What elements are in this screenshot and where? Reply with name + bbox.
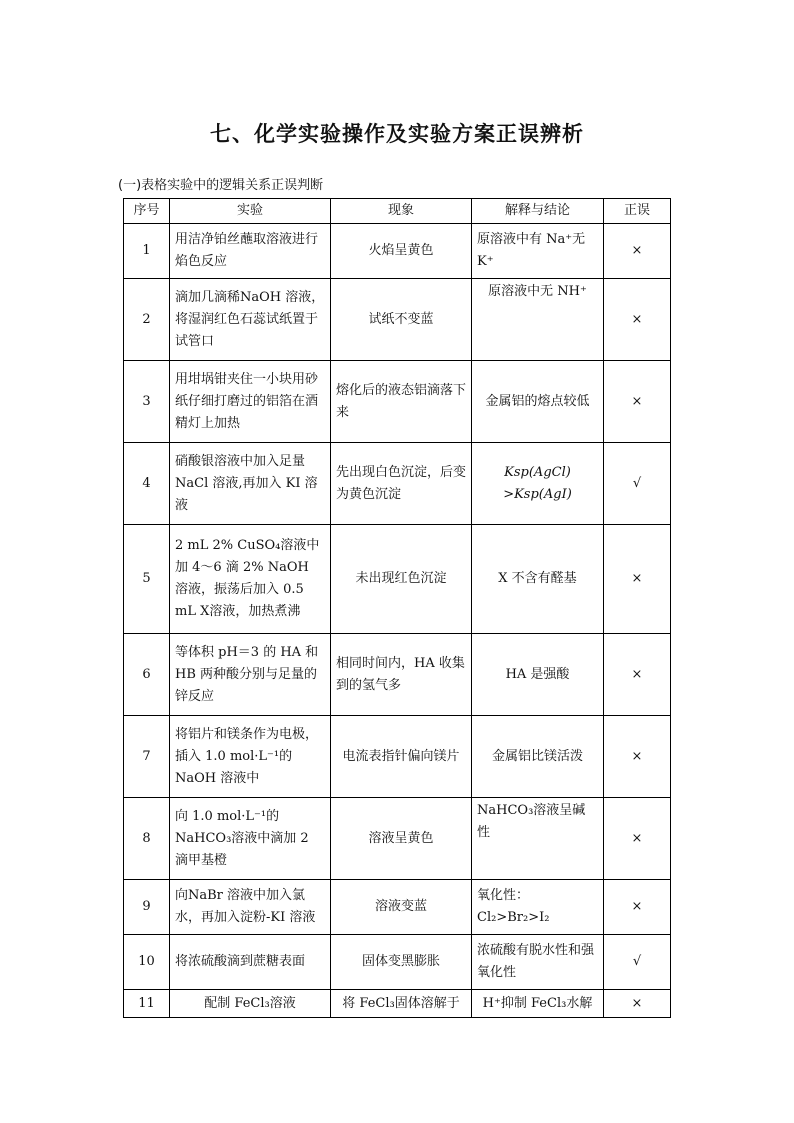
table-row xyxy=(124,224,671,279)
row-phenomenon: 将 FeCl₃固体溶解于 xyxy=(331,990,472,1018)
row-conclusion: H⁺抑制 FeCl₃水解 xyxy=(472,990,604,1018)
row-phenomenon: 试纸不变蓝 xyxy=(331,279,472,361)
row-conclusion: NaHCO₃溶液呈碱性 xyxy=(472,798,604,880)
row-no: 3 xyxy=(124,361,170,443)
table-row xyxy=(124,990,671,1018)
header-phenomenon: 现象 xyxy=(331,199,472,224)
table-row xyxy=(124,634,671,716)
row-experiment: 将铝片和镁条作为电极，插入 1.0 mol·L⁻¹的NaOH 溶液中 xyxy=(170,716,331,798)
row-conclusion: 金属铝的熔点较低 xyxy=(472,361,604,443)
row-phenomenon: 火焰呈黄色 xyxy=(331,224,472,279)
header-conclusion: 解释与结论 xyxy=(472,199,604,224)
row-experiment: 将浓硫酸滴到蔗糖表面 xyxy=(170,935,331,990)
table-row xyxy=(124,361,671,443)
row-experiment: 滴加几滴稀NaOH 溶液，将湿润红色石蕊试纸置于试管口 xyxy=(170,279,331,361)
row-phenomenon: 溶液变蓝 xyxy=(331,880,472,935)
table-row xyxy=(124,716,671,798)
row-conclusion: X 不含有醛基 xyxy=(472,525,604,634)
row-judgment: × xyxy=(604,716,671,798)
header-experiment: 实验 xyxy=(170,199,331,224)
row-no: 10 xyxy=(124,935,170,990)
row-conclusion: 原溶液中有 Na⁺无 K⁺ xyxy=(472,224,604,279)
row-conclusion: 原溶液中无 NH⁺ xyxy=(472,279,604,361)
row-experiment: 用洁净铂丝蘸取溶液进行焰色反应 xyxy=(170,224,331,279)
judgment-table xyxy=(123,198,671,1018)
row-experiment: 向NaBr 溶液中加入氯水，再加入淀粉-KI 溶液 xyxy=(170,880,331,935)
row-experiment: 等体积 pH＝3 的 HA 和 HB 两种酸分别与足量的锌反应 xyxy=(170,634,331,716)
row-no: 9 xyxy=(124,880,170,935)
row-conclusion: Ksp(AgCl) >Ksp(AgI) xyxy=(472,443,604,525)
header-no: 序号 xyxy=(124,199,170,224)
row-conclusion: HA 是强酸 xyxy=(472,634,604,716)
table-row xyxy=(124,935,671,990)
row-no: 11 xyxy=(124,990,170,1018)
row-phenomenon: 未出现红色沉淀 xyxy=(331,525,472,634)
row-phenomenon: 溶液呈黄色 xyxy=(331,798,472,880)
row-experiment: 用坩埚钳夹住一小块用砂纸仔细打磨过的铝箔在酒精灯上加热 xyxy=(170,361,331,443)
table-row xyxy=(124,443,671,525)
row-conclusion: 氧化性：Cl₂>Br₂>I₂ xyxy=(472,880,604,935)
row-no: 2 xyxy=(124,279,170,361)
table-row xyxy=(124,798,671,880)
section-label: (一)表格实验中的逻辑关系正误判断 xyxy=(118,178,324,193)
table-header-row xyxy=(124,199,671,224)
row-no: 5 xyxy=(124,525,170,634)
row-phenomenon: 固体变黑膨胀 xyxy=(331,935,472,990)
row-no: 1 xyxy=(124,224,170,279)
row-phenomenon: 先出现白色沉淀，后变为黄色沉淀 xyxy=(331,443,472,525)
row-no: 8 xyxy=(124,798,170,880)
row-phenomenon: 熔化后的液态铝滴落下来 xyxy=(331,361,472,443)
row-experiment: 2 mL 2% CuSO₄溶液中加 4～6 滴 2% NaOH 溶液，振荡后加入 0.5 mL X溶液，加热煮沸 xyxy=(170,525,331,634)
row-judgment: × xyxy=(604,525,671,634)
table-row xyxy=(124,525,671,634)
row-experiment: 向 1.0 mol·L⁻¹的NaHCO₃溶液中滴加 2 滴甲基橙 xyxy=(170,798,331,880)
row-conclusion: 金属铝比镁活泼 xyxy=(472,716,604,798)
row-judgment: × xyxy=(604,279,671,361)
table-row xyxy=(124,880,671,935)
row-no: 4 xyxy=(124,443,170,525)
page-title: 七、化学实验操作及实验方案正误辨析 xyxy=(210,122,584,146)
row-no: 7 xyxy=(124,716,170,798)
row-phenomenon: 相同时间内，HA 收集到的氢气多 xyxy=(331,634,472,716)
row-conclusion: 浓硫酸有脱水性和强氧化性 xyxy=(472,935,604,990)
row-judgment: × xyxy=(604,634,671,716)
row-judgment: × xyxy=(604,990,671,1018)
row-judgment: √ xyxy=(604,935,671,990)
header-judgment: 正误 xyxy=(604,199,671,224)
row-judgment: × xyxy=(604,224,671,279)
row-judgment: √ xyxy=(604,443,671,525)
row-judgment: × xyxy=(604,361,671,443)
row-no: 6 xyxy=(124,634,170,716)
table-row xyxy=(124,279,671,361)
row-experiment: 配制 FeCl₃溶液 xyxy=(170,990,331,1018)
row-judgment: × xyxy=(604,798,671,880)
row-experiment: 硝酸银溶液中加入足量NaCl 溶液,再加入 KI 溶液 xyxy=(170,443,331,525)
row-judgment: × xyxy=(604,880,671,935)
row-phenomenon: 电流表指针偏向镁片 xyxy=(331,716,472,798)
